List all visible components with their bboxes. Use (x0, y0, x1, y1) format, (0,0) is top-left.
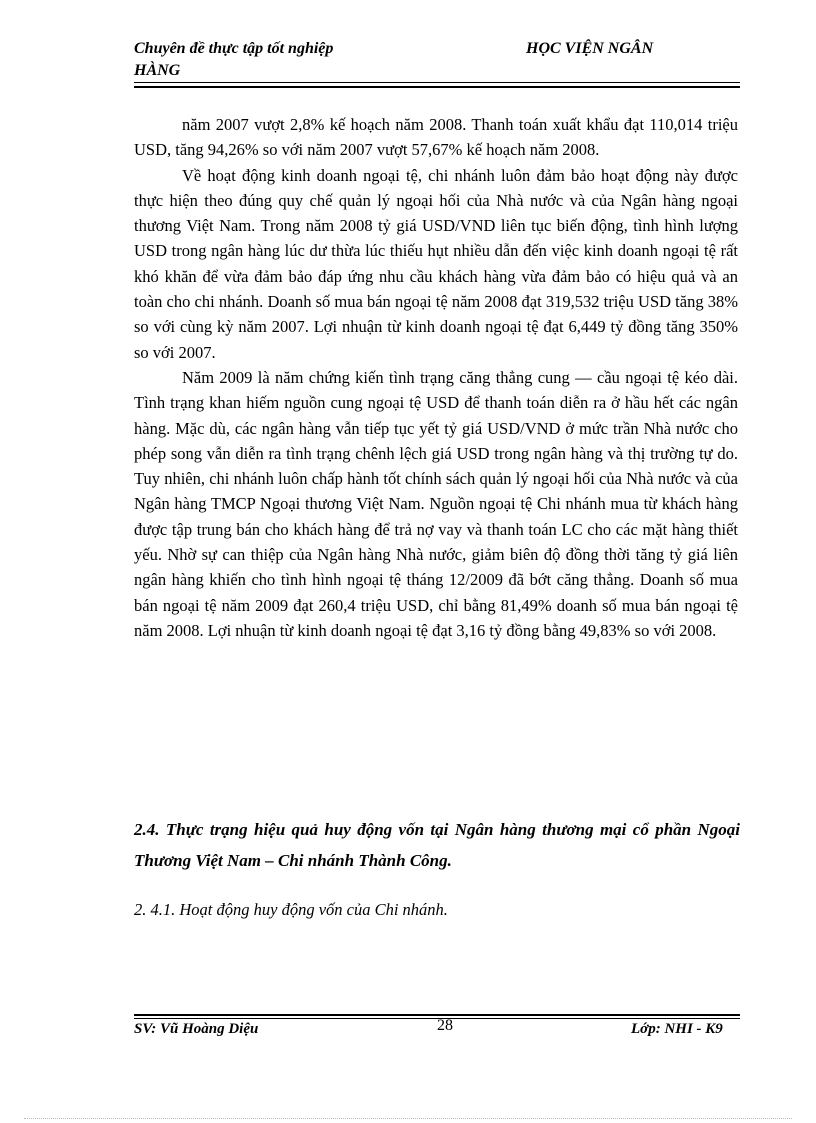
subsection-heading: 2. 4.1. Hoạt động huy động vốn của Chi nhánh. (134, 900, 448, 919)
page-edge-dotted-line (24, 1118, 792, 1119)
paragraph-1: năm 2007 vượt 2,8% kế hoạch năm 2008. Thanh toán xuất khẩu đạt 110,014 triệu USD, tăng 94,26% so với năm 2007 vượt 57,67% kế hoạch năm 2008. (134, 115, 738, 160)
paragraph-2: Về hoạt động kinh doanh ngoại tệ, chi nhánh luôn đảm bảo hoạt động này được thực hiện theo đúng quy chế quản lý ngoại hối của Nhà nước và của Ngân hàng ngoại thương Việt Nam. Trong năm 2008 tỷ giá USD/VND liên tục biến động, tình hình lượng USD trong ngân hàng lúc dư thừa lúc thiếu hụt nhiều dẫn đến việc kinh doanh ngoại tệ rất khó khăn để vừa đảm bảo đáp ứng nhu cầu khách hàng vừa đảm bảo có hiệu quả và an toàn cho chi nhánh. Doanh số mua bán ngoại tệ năm 2008 đạt 319,532 triệu USD tăng 38% so với cùng kỳ năm 2007. Lợi nhuận từ kinh doanh ngoại tệ đạt 6,449 tỷ đồng tăng 350% so với 2007. (134, 165, 738, 362)
header-report-title: Chuyên đề thực tập tốt nghiệp (134, 40, 334, 57)
footer-class: Lớp: NHI - K9 (631, 1021, 723, 1037)
section-heading: 2.4. Thực trạng hiệu quả huy động vốn tại Ngân hàng thương mại cổ phần Ngoại Thương Việt Nam – Chi nhánh Thành Công. (134, 820, 740, 870)
header-rule-thick (134, 86, 740, 88)
footer-student-name: SV: Vũ Hoàng Diệu (134, 1021, 259, 1037)
header-institution-continued: HÀNG (134, 62, 181, 79)
page-number: 28 (437, 1017, 453, 1034)
page-header (134, 38, 740, 86)
body-text (134, 112, 738, 643)
header-institution: HỌC VIỆN NGÂN (526, 40, 654, 57)
paragraph-3: Năm 2009 là năm chứng kiến tình trạng căng thẳng cung — cầu ngoại tệ kéo dài. Tình trạng khan hiếm nguồn cung ngoại tệ USD để thanh toán diễn ra ở hầu hết các ngân hàng. Mặc dù, các ngân hàng vẫn tiếp tục yết tỷ giá USD/VND ở mức trần Nhà nước cho phép song vẫn diễn ra tình trạng chênh lệch giá USD trong ngân hàng và thị trường tự do. Tuy nhiên, chi nhánh luôn chấp hành tốt chính sách quản lý ngoại hối của Nhà nước và của Ngân hàng TMCP Ngoại thương Việt Nam. Nguồn ngoại tệ Chi nhánh mua từ khách hàng được tập trung bán cho khách hàng để trả nợ vay và thanh toán LC cho các mặt hàng thiết yếu. Nhờ sự can thiệp của Ngân hàng Nhà nước, giảm biên độ đồng thời tăng tỷ giá liên ngân hàng khiến cho tình hình ngoại tệ tháng 12/2009 đã bớt căng thẳng. Doanh số mua bán ngoại tệ năm 2009 đạt 260,4 triệu USD, chỉ bằng 81,49% doanh số mua bán ngoại tệ năm 2008. Lợi nhuận từ kinh doanh ngoại tệ đạt 3,16 tỷ đồng bằng 49,83% so với 2008. (134, 367, 738, 640)
header-rule-thin (134, 82, 740, 83)
